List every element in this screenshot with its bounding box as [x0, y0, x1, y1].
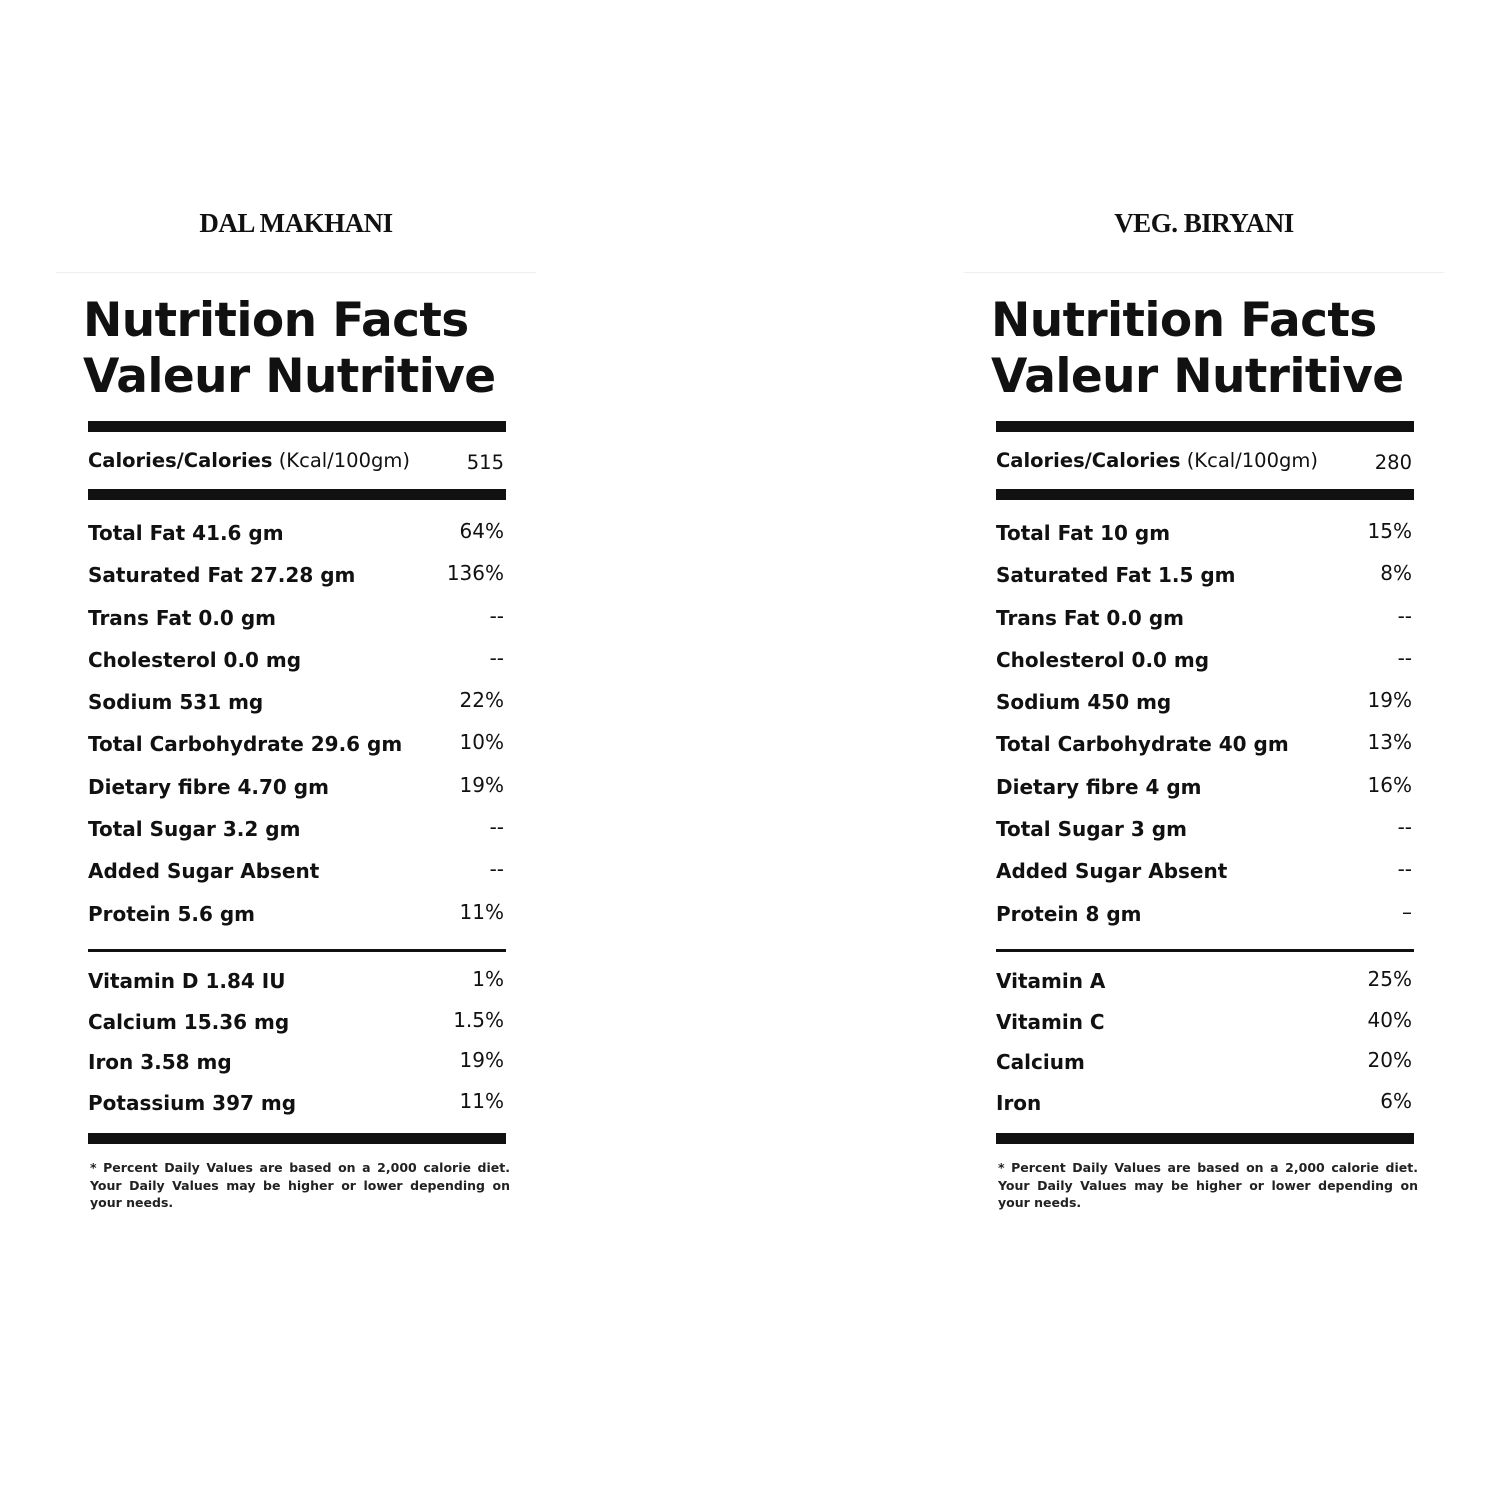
nutrition-heading	[991, 293, 1404, 405]
nutrient-label: Cholesterol 0.0 mg	[996, 647, 1210, 672]
nutrient-row	[996, 521, 1412, 563]
calories-label: Calories/Calories	[996, 449, 1181, 472]
nutrient-daily-value: 15%	[1367, 519, 1412, 543]
thick-divider	[996, 489, 1414, 500]
nutrition-heading	[83, 293, 496, 405]
heading-line-english: Nutrition Facts	[991, 293, 1377, 348]
nutrient-daily-value: --	[489, 603, 504, 628]
nutrient-row	[88, 772, 504, 817]
calories-value: 280	[1374, 451, 1412, 474]
calories-label-group	[88, 449, 410, 472]
vitamin-label: Iron 3.58 mg	[88, 1050, 232, 1074]
nutrient-daily-value: --	[1397, 645, 1412, 670]
nutrient-label: Total Carbohydrate 40 gm	[996, 732, 1289, 757]
nutrient-label: Added Sugar Absent	[996, 859, 1228, 884]
nutrition-facts-panel-dal-makhani	[56, 272, 536, 1233]
nutrient-list	[996, 521, 1412, 944]
nutrient-row	[996, 732, 1412, 774]
nutrient-label: Saturated Fat 1.5 gm	[996, 563, 1236, 588]
nutrient-daily-value: --	[1397, 857, 1412, 882]
nutrient-label: Saturated Fat 27.28 gm	[88, 563, 356, 588]
nutrient-row	[88, 859, 504, 901]
nutrient-row	[996, 563, 1412, 605]
product-title-dal-makhani: DAL MAKHANI	[199, 208, 393, 238]
nutrient-label: Protein 8 gm	[996, 901, 1142, 926]
nutrient-daily-value: 19%	[459, 772, 504, 797]
nutrient-row	[88, 563, 504, 605]
daily-value-footnote: * Percent Daily Values are based on a 2,000 calorie diet. Your Daily Values may be higher or lower depending on your needs.	[998, 1160, 1418, 1210]
heading-line-french: Valeur Nutritive	[83, 349, 496, 404]
heading-line-french: Valeur Nutritive	[991, 349, 1404, 404]
vitamin-daily-value: 19%	[459, 1048, 504, 1072]
nutrient-row	[88, 817, 504, 859]
nutrient-row	[996, 817, 1412, 859]
nutrient-label: Added Sugar Absent	[88, 859, 320, 884]
nutrient-daily-value: 11%	[459, 899, 504, 924]
vitamin-daily-value: 1%	[472, 967, 504, 991]
nutrient-daily-value: 136%	[446, 561, 504, 586]
vitamin-daily-value: 6%	[1380, 1088, 1412, 1113]
thick-divider	[996, 421, 1414, 432]
vitamin-label: Calcium	[996, 1050, 1085, 1074]
calories-row	[88, 449, 504, 479]
nutrient-daily-value: 8%	[1380, 561, 1412, 586]
nutrient-row	[88, 732, 504, 774]
nutrient-row	[996, 899, 1412, 944]
heading-line-english: Nutrition Facts	[83, 293, 469, 348]
nutrient-label: Total Fat 10 gm	[996, 521, 1171, 545]
vitamin-daily-value: 1.5%	[453, 1007, 504, 1032]
vitamin-daily-value: 25%	[1367, 967, 1412, 991]
thick-divider	[996, 1133, 1414, 1144]
nutrient-list	[88, 521, 504, 944]
calories-label-group	[996, 449, 1318, 472]
vitamin-label: Vitamin C	[996, 1009, 1105, 1034]
nutrient-label: Protein 5.6 gm	[88, 901, 255, 926]
vitamin-list	[996, 969, 1412, 1131]
thin-divider	[88, 949, 506, 952]
vitamin-row	[88, 1007, 504, 1051]
nutrient-daily-value: --	[489, 815, 504, 840]
nutrient-daily-value: –	[1402, 899, 1412, 924]
product-title-veg-biryani: VEG. BIRYANI	[1114, 208, 1294, 238]
nutrient-label: Sodium 450 mg	[996, 690, 1172, 715]
nutrient-daily-value: 16%	[1367, 772, 1412, 797]
nutrient-row	[88, 899, 504, 944]
nutrient-label: Total Carbohydrate 29.6 gm	[88, 732, 403, 757]
vitamin-list	[88, 969, 504, 1131]
nutrient-row	[88, 521, 504, 563]
calories-row	[996, 449, 1412, 479]
vitamin-row	[996, 1050, 1412, 1091]
vitamin-label: Vitamin A	[996, 969, 1106, 993]
vitamin-row	[996, 1007, 1412, 1051]
nutrient-label: Dietary fibre 4.70 gm	[88, 774, 329, 799]
nutrient-label: Trans Fat 0.0 gm	[88, 605, 276, 630]
thin-divider	[996, 949, 1414, 952]
vitamin-row	[88, 969, 504, 1010]
nutrient-label: Dietary fibre 4 gm	[996, 774, 1202, 799]
vitamin-row	[996, 1088, 1412, 1132]
vitamin-daily-value: 11%	[459, 1088, 504, 1113]
nutrient-row	[996, 603, 1412, 648]
nutrition-facts-panel-veg-biryani	[964, 272, 1444, 1233]
nutrient-row	[996, 645, 1412, 690]
vitamin-row	[88, 1050, 504, 1091]
vitamin-daily-value: 40%	[1367, 1007, 1412, 1032]
thick-divider	[88, 421, 506, 432]
vitamin-row	[88, 1088, 504, 1132]
vitamin-label: Potassium 397 mg	[88, 1090, 297, 1115]
nutrient-label: Trans Fat 0.0 gm	[996, 605, 1184, 630]
nutrient-daily-value: 13%	[1367, 730, 1412, 755]
vitamin-daily-value: 20%	[1367, 1048, 1412, 1072]
calories-value: 515	[466, 451, 504, 474]
nutrient-daily-value: 19%	[1367, 688, 1412, 713]
nutrient-label: Total Sugar 3.2 gm	[88, 817, 301, 842]
thick-divider	[88, 489, 506, 500]
nutrient-daily-value: --	[489, 857, 504, 882]
nutrient-daily-value: --	[489, 645, 504, 670]
nutrient-daily-value: --	[1397, 815, 1412, 840]
nutrient-label: Total Fat 41.6 gm	[88, 521, 284, 545]
nutrient-row	[88, 603, 504, 648]
nutrient-daily-value: 22%	[459, 688, 504, 713]
calories-unit: (Kcal/100gm)	[1186, 449, 1318, 472]
nutrient-daily-value: 64%	[459, 519, 504, 543]
vitamin-row	[996, 969, 1412, 1010]
vitamin-label: Iron	[996, 1090, 1042, 1115]
nutrient-row	[88, 690, 504, 732]
vitamin-label: Vitamin D 1.84 IU	[88, 969, 286, 993]
calories-unit: (Kcal/100gm)	[278, 449, 410, 472]
thick-divider	[88, 1133, 506, 1144]
nutrient-daily-value: 10%	[459, 730, 504, 755]
nutrient-label: Cholesterol 0.0 mg	[88, 647, 302, 672]
vitamin-label: Calcium 15.36 mg	[88, 1009, 290, 1034]
nutrient-row	[996, 690, 1412, 732]
nutrient-row	[996, 772, 1412, 817]
daily-value-footnote: * Percent Daily Values are based on a 2,000 calorie diet. Your Daily Values may be higher or lower depending on your needs.	[90, 1160, 510, 1210]
nutrient-daily-value: --	[1397, 603, 1412, 628]
calories-label: Calories/Calories	[88, 449, 273, 472]
nutrient-label: Sodium 531 mg	[88, 690, 264, 715]
nutrient-row	[88, 645, 504, 690]
nutrient-label: Total Sugar 3 gm	[996, 817, 1187, 842]
nutrient-row	[996, 859, 1412, 901]
